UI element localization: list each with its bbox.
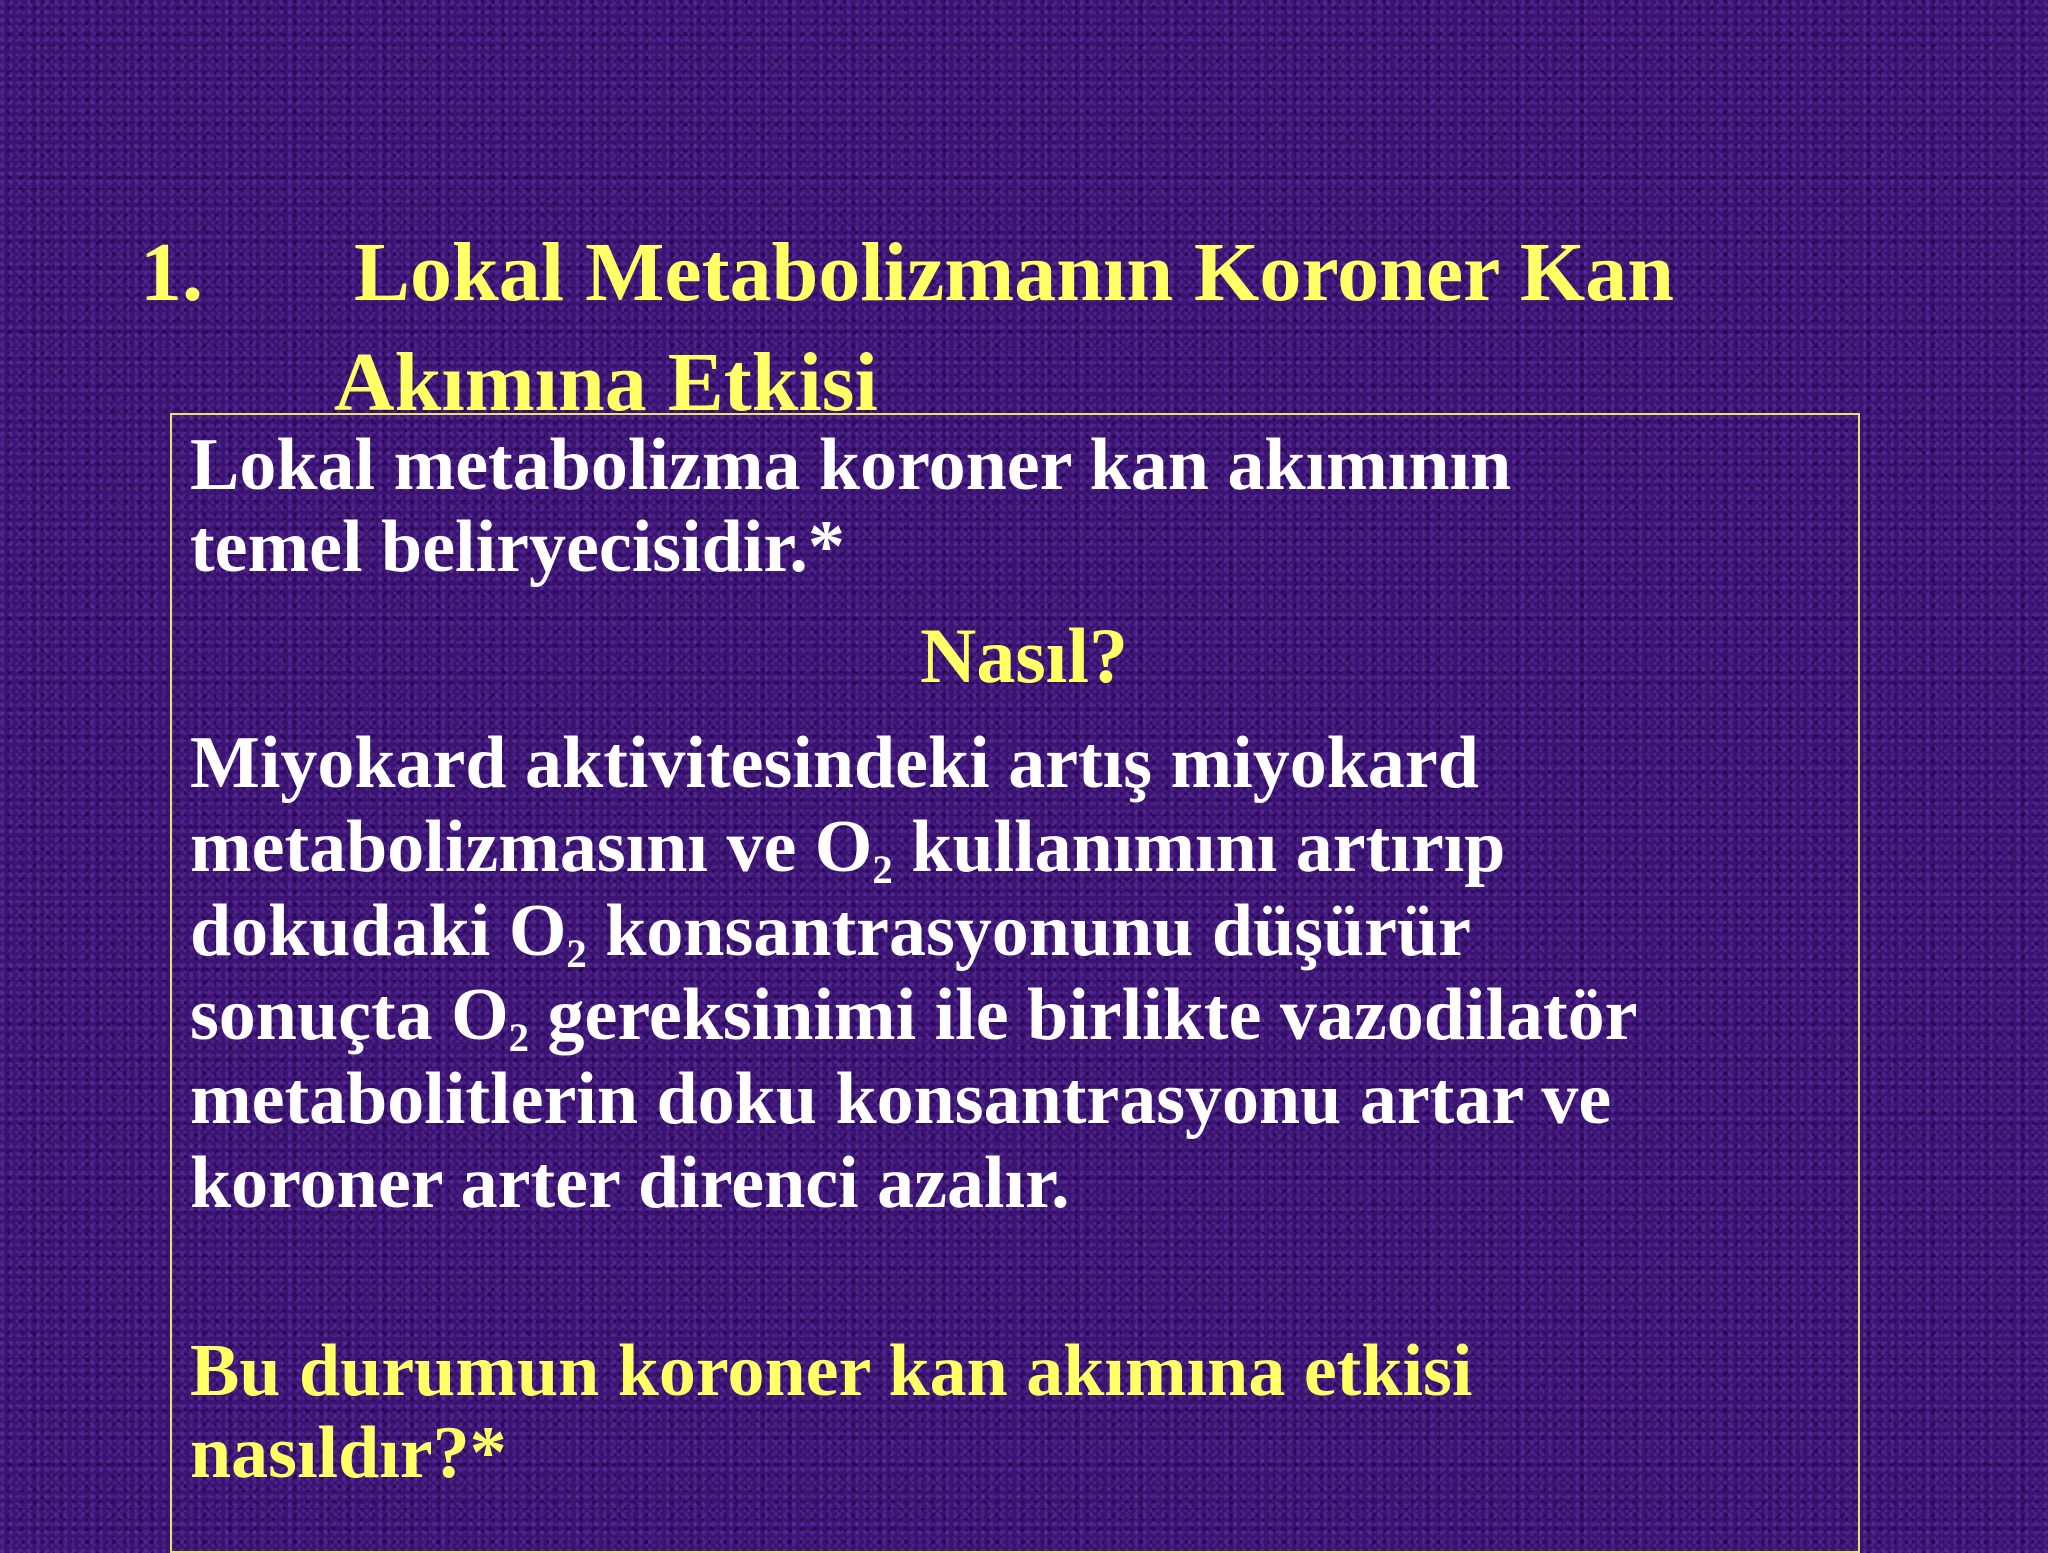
title-number: 1.: [140, 226, 203, 319]
title-text-line-2: Akımına Etkisi: [334, 336, 878, 429]
title-line-1: [140, 218, 1940, 328]
explanation-paragraph: [190, 721, 1850, 1225]
question-heading: Nasıl?: [920, 612, 1129, 699]
closing-question: [190, 1330, 1850, 1494]
subscript-2: 2: [508, 1015, 529, 1061]
explanation-line-4: sonuçta $O_2$ gereksinimi ile birlikte vazodilatör: [190, 974, 1638, 1061]
subscript-2: 2: [872, 847, 893, 893]
statement-line-1: Lokal metabolizma koroner kan akımının: [190, 424, 1512, 506]
title-text-line-1: Lokal Metabolizmanın Koroner Kan: [354, 226, 1674, 319]
explanation-line-5: metabolitlerin doku konsantrasyonu artar ve: [190, 1058, 1612, 1140]
explanation-line-1: Miyokard aktivitesindeki artış miyokard: [190, 722, 1479, 804]
subscript-2: 2: [566, 931, 587, 977]
statement-line-2: temel beliryecisidir.*: [190, 506, 845, 588]
closing-question-line-2: nasıldır?*: [190, 1412, 507, 1494]
statement-paragraph: [190, 424, 1850, 588]
explanation-line-2: metabolizmasını ve $O_2$ kullanımını artırıp: [190, 806, 1506, 893]
explanation-line-3: dokudaki $O_2$ konsantrasyonunu düşürür: [190, 890, 1472, 977]
slide-title: [140, 218, 1940, 438]
closing-question-line-1: Bu durumun koroner kan akımına etkisi: [190, 1330, 1473, 1412]
explanation-line-6: koroner arter direnci azalır.: [190, 1142, 1070, 1224]
